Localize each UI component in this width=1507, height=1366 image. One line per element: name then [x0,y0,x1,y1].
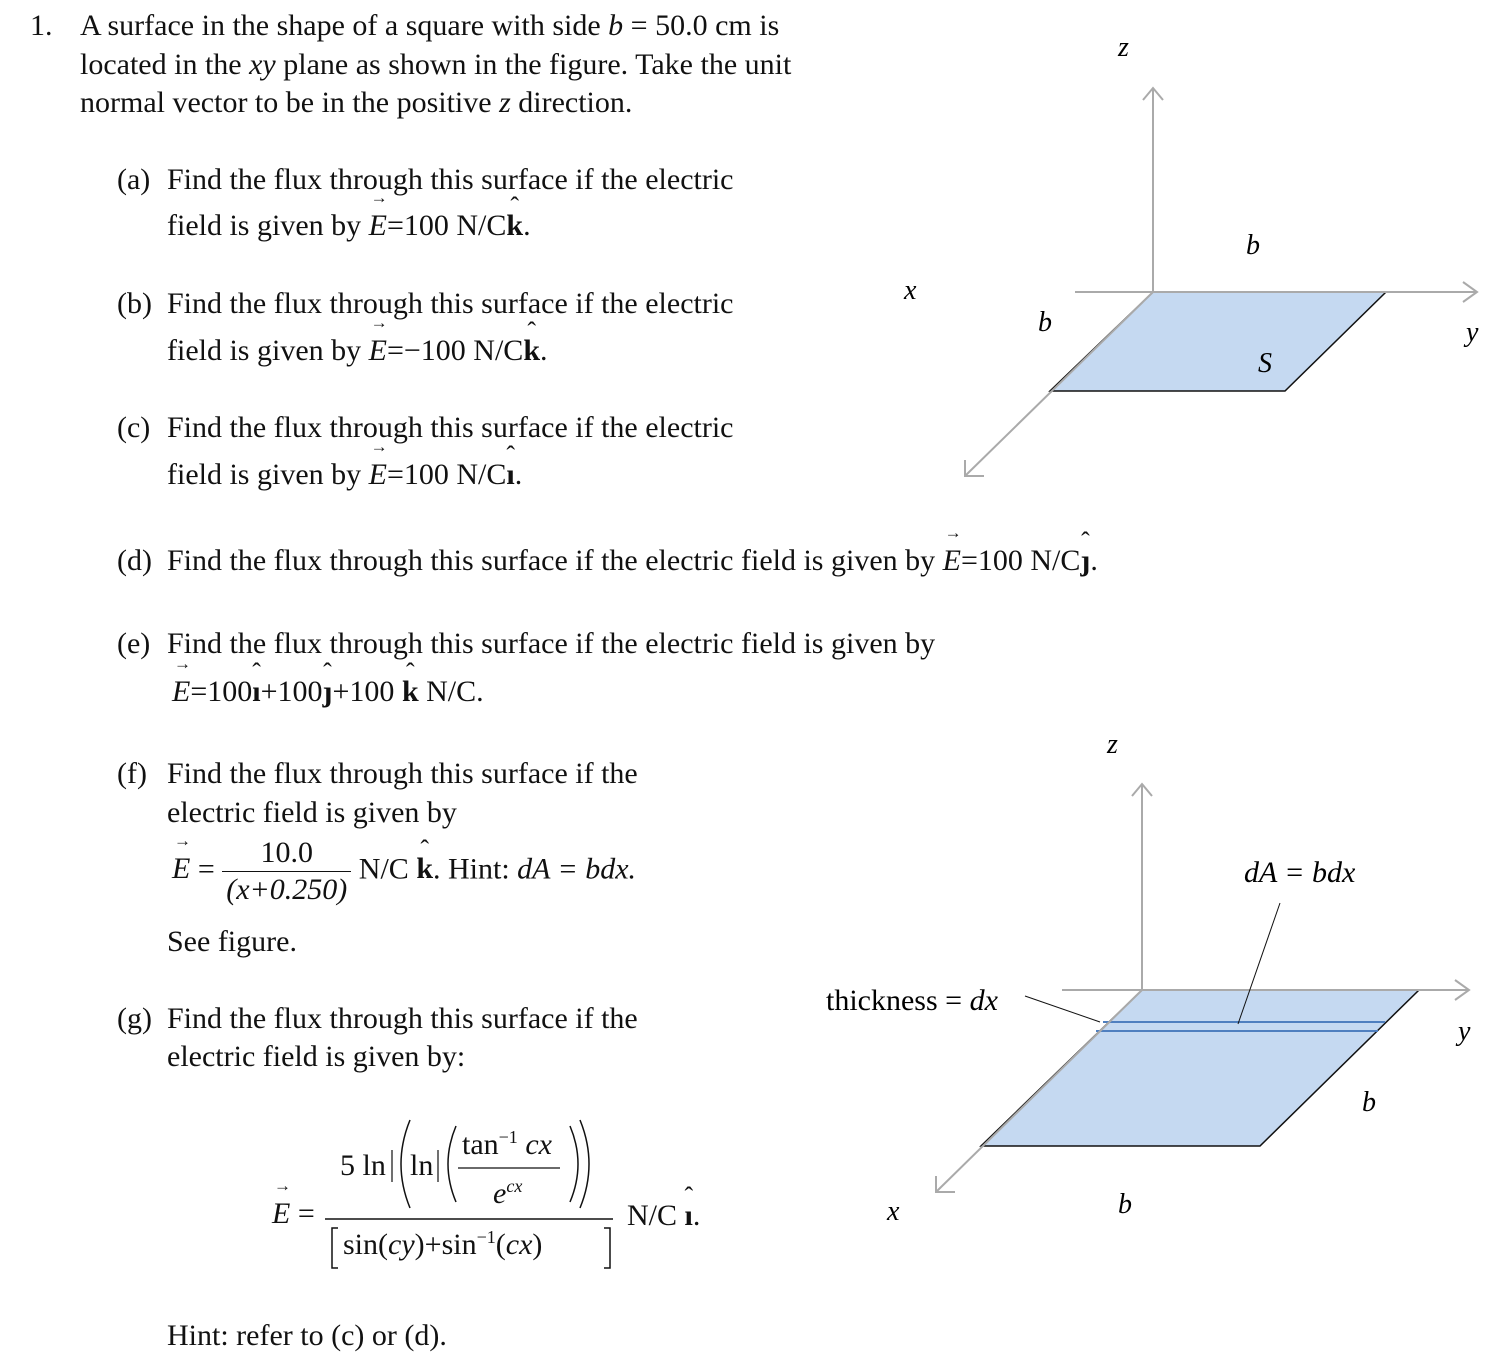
g-unit: N/C ˆ ı. [627,1198,700,1234]
vector-e: → E [369,333,387,369]
part-f-line-2: electric field is given by [167,796,457,829]
part-e-label: (e) [117,627,151,660]
unit-vector-k: ˆ k [402,674,419,710]
z-axis-label: z [1118,32,1129,63]
part-e-line-2: → E=100ˆ ı+100ˆ ȷ+100 ˆ k N/C. [172,674,484,710]
g-denominator: $\sin(cy)+\sin^{-1}(cx)$ [343,1227,543,1261]
fraction: $\frac{10.0}{(x+0.250)}$ [222,835,351,908]
part-g-hint: Hint: refer to (c) or (d). [167,1319,447,1352]
unit-vector: ˆ ı [506,457,514,493]
vector-e: → E [369,208,387,244]
part-b-label: (b) [117,287,152,320]
g-num-coef: 5 ln [340,1149,386,1182]
vector-e: → E [369,457,387,493]
part-g-e-vector: → E = [272,1196,315,1232]
part-e-line-1: Find the flux through this surface if the electric field is given by [167,627,936,660]
part-c-label: (c) [117,411,151,444]
square-surface [981,990,1419,1146]
da-label: dA = bdx [1244,856,1356,889]
unit-vector-j: ˆ ȷ [323,674,333,710]
part-g-line-1: Find the flux through this surface if the [167,1002,638,1035]
part-g-label: (g) [117,1002,152,1035]
unit-vector: ˆ k [416,851,433,887]
g-e-power: $e^{cx}$ [493,1176,523,1210]
unit-vector: ˆ ı [685,1198,693,1234]
part-b-line-1: Find the flux through this surface if the electric [167,287,734,320]
thickness-leader-line [1025,996,1100,1022]
part-f-see-figure: See figure. [167,925,297,958]
part-b-line-2: field is given by → E=−100 N/Cˆ k. [167,333,548,369]
vector-e: → E [172,674,190,710]
thickness-label: thickness = dx [826,984,998,1017]
part-a-label: (a) [117,163,151,196]
part-d-label: (d) [117,544,152,577]
unit-vector-i: ˆ ı [252,674,260,710]
unit-vector: ˆ ȷ [1080,543,1090,579]
problem-line-3: normal vector to be in the positive z direction. [80,86,633,119]
z-axis-label: z [1107,729,1118,760]
part-f-equation: → E = $\frac{10.0}{(x+0.250)}$ N/C ˆ k. Hint: dA = bdx. [172,835,636,908]
part-f-line-1: Find the flux through this surface if the [167,757,638,790]
unit-vector: ˆ k [506,208,523,244]
y-axis-label: y [1466,317,1479,348]
side-b-label: b [1362,1087,1376,1118]
unit-vector: ˆ k [523,333,540,369]
vector-e: → E [272,1196,290,1232]
g-tan-text: $\tan^{-1}$ cx [462,1127,552,1161]
part-d-line-1: Find the flux through this surface if the electric field is given by → E=100 N/Cˆ ȷ. [167,543,1098,579]
side-b-label: b [1246,230,1260,261]
y-axis-label: y [1458,1016,1471,1047]
x-axis-label: x [887,1196,900,1227]
vector-e: → E [943,543,961,579]
x-axis-label: x [904,275,917,306]
part-a-line-2: field is given by → E=100 N/Cˆ k. [167,208,531,244]
vector-e: → E [172,851,190,887]
problem-line-1: A surface in the shape of a square with side b = 50.0 cm is [80,9,780,42]
side-b-label: b [1038,307,1052,338]
part-f-label: (f) [117,757,147,790]
part-a-line-1: Find the flux through this surface if the electric [167,163,734,196]
problem-number: 1. [30,9,53,42]
g-num-ln: ln [410,1149,434,1182]
part-g-line-2: electric field is given by: [167,1040,466,1073]
side-b-label: b [1118,1189,1132,1220]
part-c-line-2: field is given by → E=100 N/Cˆ ı. [167,457,522,493]
part-c-line-1: Find the flux through this surface if the electric [167,411,734,444]
surface-s-label: S [1258,348,1272,379]
problem-line-2: located in the xy plane as shown in the figure. Take the unit [80,48,792,81]
